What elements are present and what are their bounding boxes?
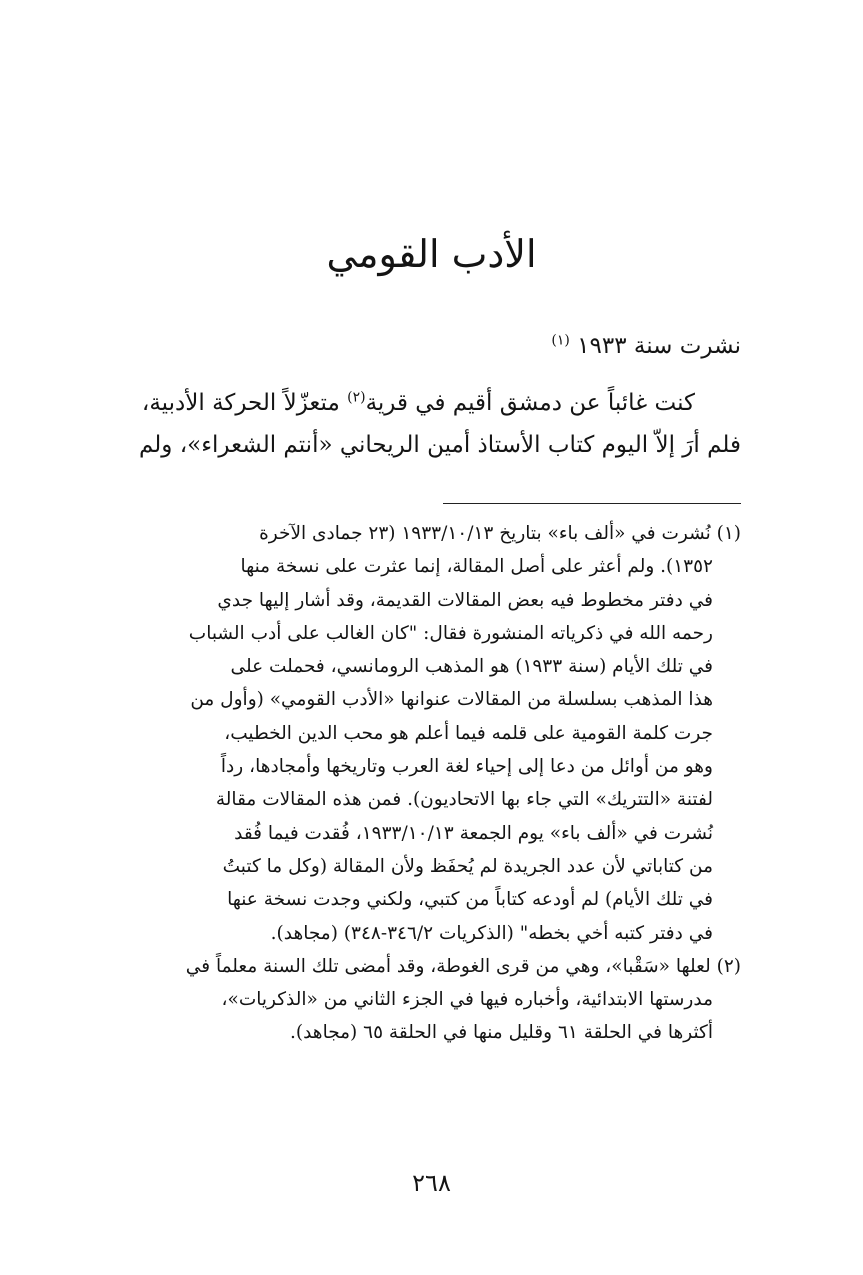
footnote-line: (١) نُشرت في «ألف باء» بتاريخ ١٩٣٣/١٠/١٣ (٢٣ جمادى الآخرة (259, 523, 741, 544)
footnote-line: في تلك الأيام (سنة ١٩٣٣) هو المذهب الرومانسي، فحملت على (230, 656, 713, 678)
page-number: ٢٦٨ (412, 1169, 451, 1197)
footnote-line: من كتاباتي لأن عدد الجريدة لم يُحفَظ ولأن المقالة (وكل ما كتبتُ (222, 855, 713, 877)
publication-note (551, 326, 741, 366)
chapter-title: الأدب القومي (326, 232, 537, 276)
footnote-2 (111, 950, 741, 1050)
footnote-number: (١) (716, 523, 741, 544)
footnote-line: في دفتر كتبه أخي بخطه" (الذكريات ٣٤٦/٢-٣٤٨) (مجاهد). (270, 922, 713, 944)
footnote-line: في تلك الأيام) لم أودعه كتاباً من كتبي، ولكني وجدت نسخة عنها (227, 889, 713, 911)
body-line: كنت غائباً عن دمشق أقيم في قرية$^{(٢)}$ متعزّلاً الحركة الأدبية، (141, 389, 695, 416)
footnote-line: رحمه الله في ذكرياته المنشورة فقال: "كان الغالب على أدب الشباب (188, 622, 713, 644)
footnote-1 (111, 517, 741, 950)
footnote-line: لفتنة «التتريك» التي جاء بها الاتحاديون). فمن هذه المقالات مقالة (215, 789, 713, 811)
footnote-line: في دفتر مخطوط فيه بعض المقالات القديمة، وقد أشار إليها جدي (217, 589, 713, 611)
footnote-line: وهو من أوائل من دعا إلى إحياء لغة العرب وتاريخها وأمجادها، رداً (220, 756, 713, 778)
footnote-separator (443, 503, 741, 504)
footnote-line: أكثرها في الحلقة ٦١ وقليل منها في الحلقة ٦٥ (مجاهد). (290, 1022, 713, 1044)
body-line: فلم أرَ إلاّ اليوم كتاب الأستاذ أمين الريحاني «أنتم الشعراء»، ولم (138, 432, 741, 458)
footnote-line: هذا المذهب بسلسلة من المقالات عنوانها «الأدب القومي» (وأول من (190, 689, 713, 711)
footnote-line: مدرستها الابتدائية، وأخباره فيها في الجزء الثاني من «الذكريات»، (221, 989, 713, 1011)
publication-note-text: نشرت سنة ١٩٣٣ (577, 333, 741, 359)
footnote-line: (٢) لعلها «سَقْبا»، وهي من قرى الغوطة، وقد أمضى تلك السنة معلماً في (185, 955, 741, 977)
footnote-line: جرت كلمة القومية على قلمه فيما أعلم هو محب الدين الخطيب، (224, 722, 713, 744)
body-paragraph (116, 382, 741, 466)
footnote-ref-2: (٢) (347, 389, 366, 406)
footnotes (111, 517, 741, 1050)
footnote-line: ١٣٥٢). ولم أعثر على أصل المقالة، إنما عثرت على نسخة منها (240, 556, 713, 578)
footnote-number: (٢) (716, 955, 741, 977)
footnote-line: نُشرت في «ألف باء» يوم الجمعة ١٩٣٣/١٠/١٣، فُقدت فيما فُقد (234, 822, 713, 844)
footnote-ref-1: (١) (551, 332, 570, 349)
